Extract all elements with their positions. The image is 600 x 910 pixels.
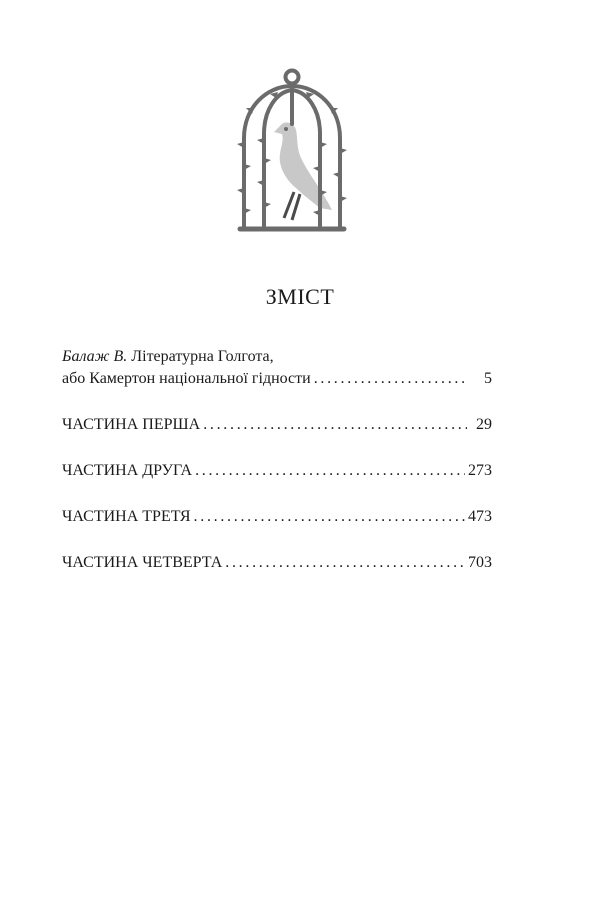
toc-page-number: 703 — [468, 554, 492, 571]
dot-leader — [225, 552, 465, 574]
toc-entry-title-line2 — [62, 368, 492, 390]
toc-entry-foreword[interactable] — [62, 346, 492, 390]
toc-entry-part-3[interactable] — [62, 506, 492, 528]
toc-entry-author: Балаж В. — [62, 348, 128, 365]
dot-leader — [203, 414, 467, 436]
toc-entry-title: Літературна Голгота, — [127, 348, 274, 365]
table-of-contents — [62, 346, 492, 598]
bird-icon — [274, 123, 332, 220]
toc-page-number: 5 — [484, 370, 492, 387]
toc-entry-part-1[interactable] — [62, 414, 492, 436]
birdcage-icon — [236, 68, 348, 234]
toc-page-number: 273 — [468, 462, 492, 479]
toc-page-number: 473 — [468, 508, 492, 525]
toc-entry-label: ЧАСТИНА ДРУГА — [62, 462, 193, 479]
toc-entry-label: ЧАСТИНА ТРЕТЯ — [62, 508, 191, 525]
toc-entry-label: ЧАСТИНА ЧЕТВЕРТА — [62, 554, 223, 571]
toc-entry-subtitle: або Камертон національної гідности — [62, 370, 311, 387]
toc-entry-label: ЧАСТИНА ПЕРША — [62, 416, 201, 433]
dot-leader — [195, 460, 465, 482]
dot-leader — [194, 506, 465, 528]
toc-entry-part-4[interactable] — [62, 552, 492, 574]
toc-heading: ЗМІСТ — [265, 284, 335, 309]
toc-entry-title-line1 — [62, 346, 492, 368]
toc-page-number: 29 — [476, 416, 492, 433]
dot-leader — [314, 368, 467, 390]
toc-entry-part-2[interactable] — [62, 460, 492, 482]
